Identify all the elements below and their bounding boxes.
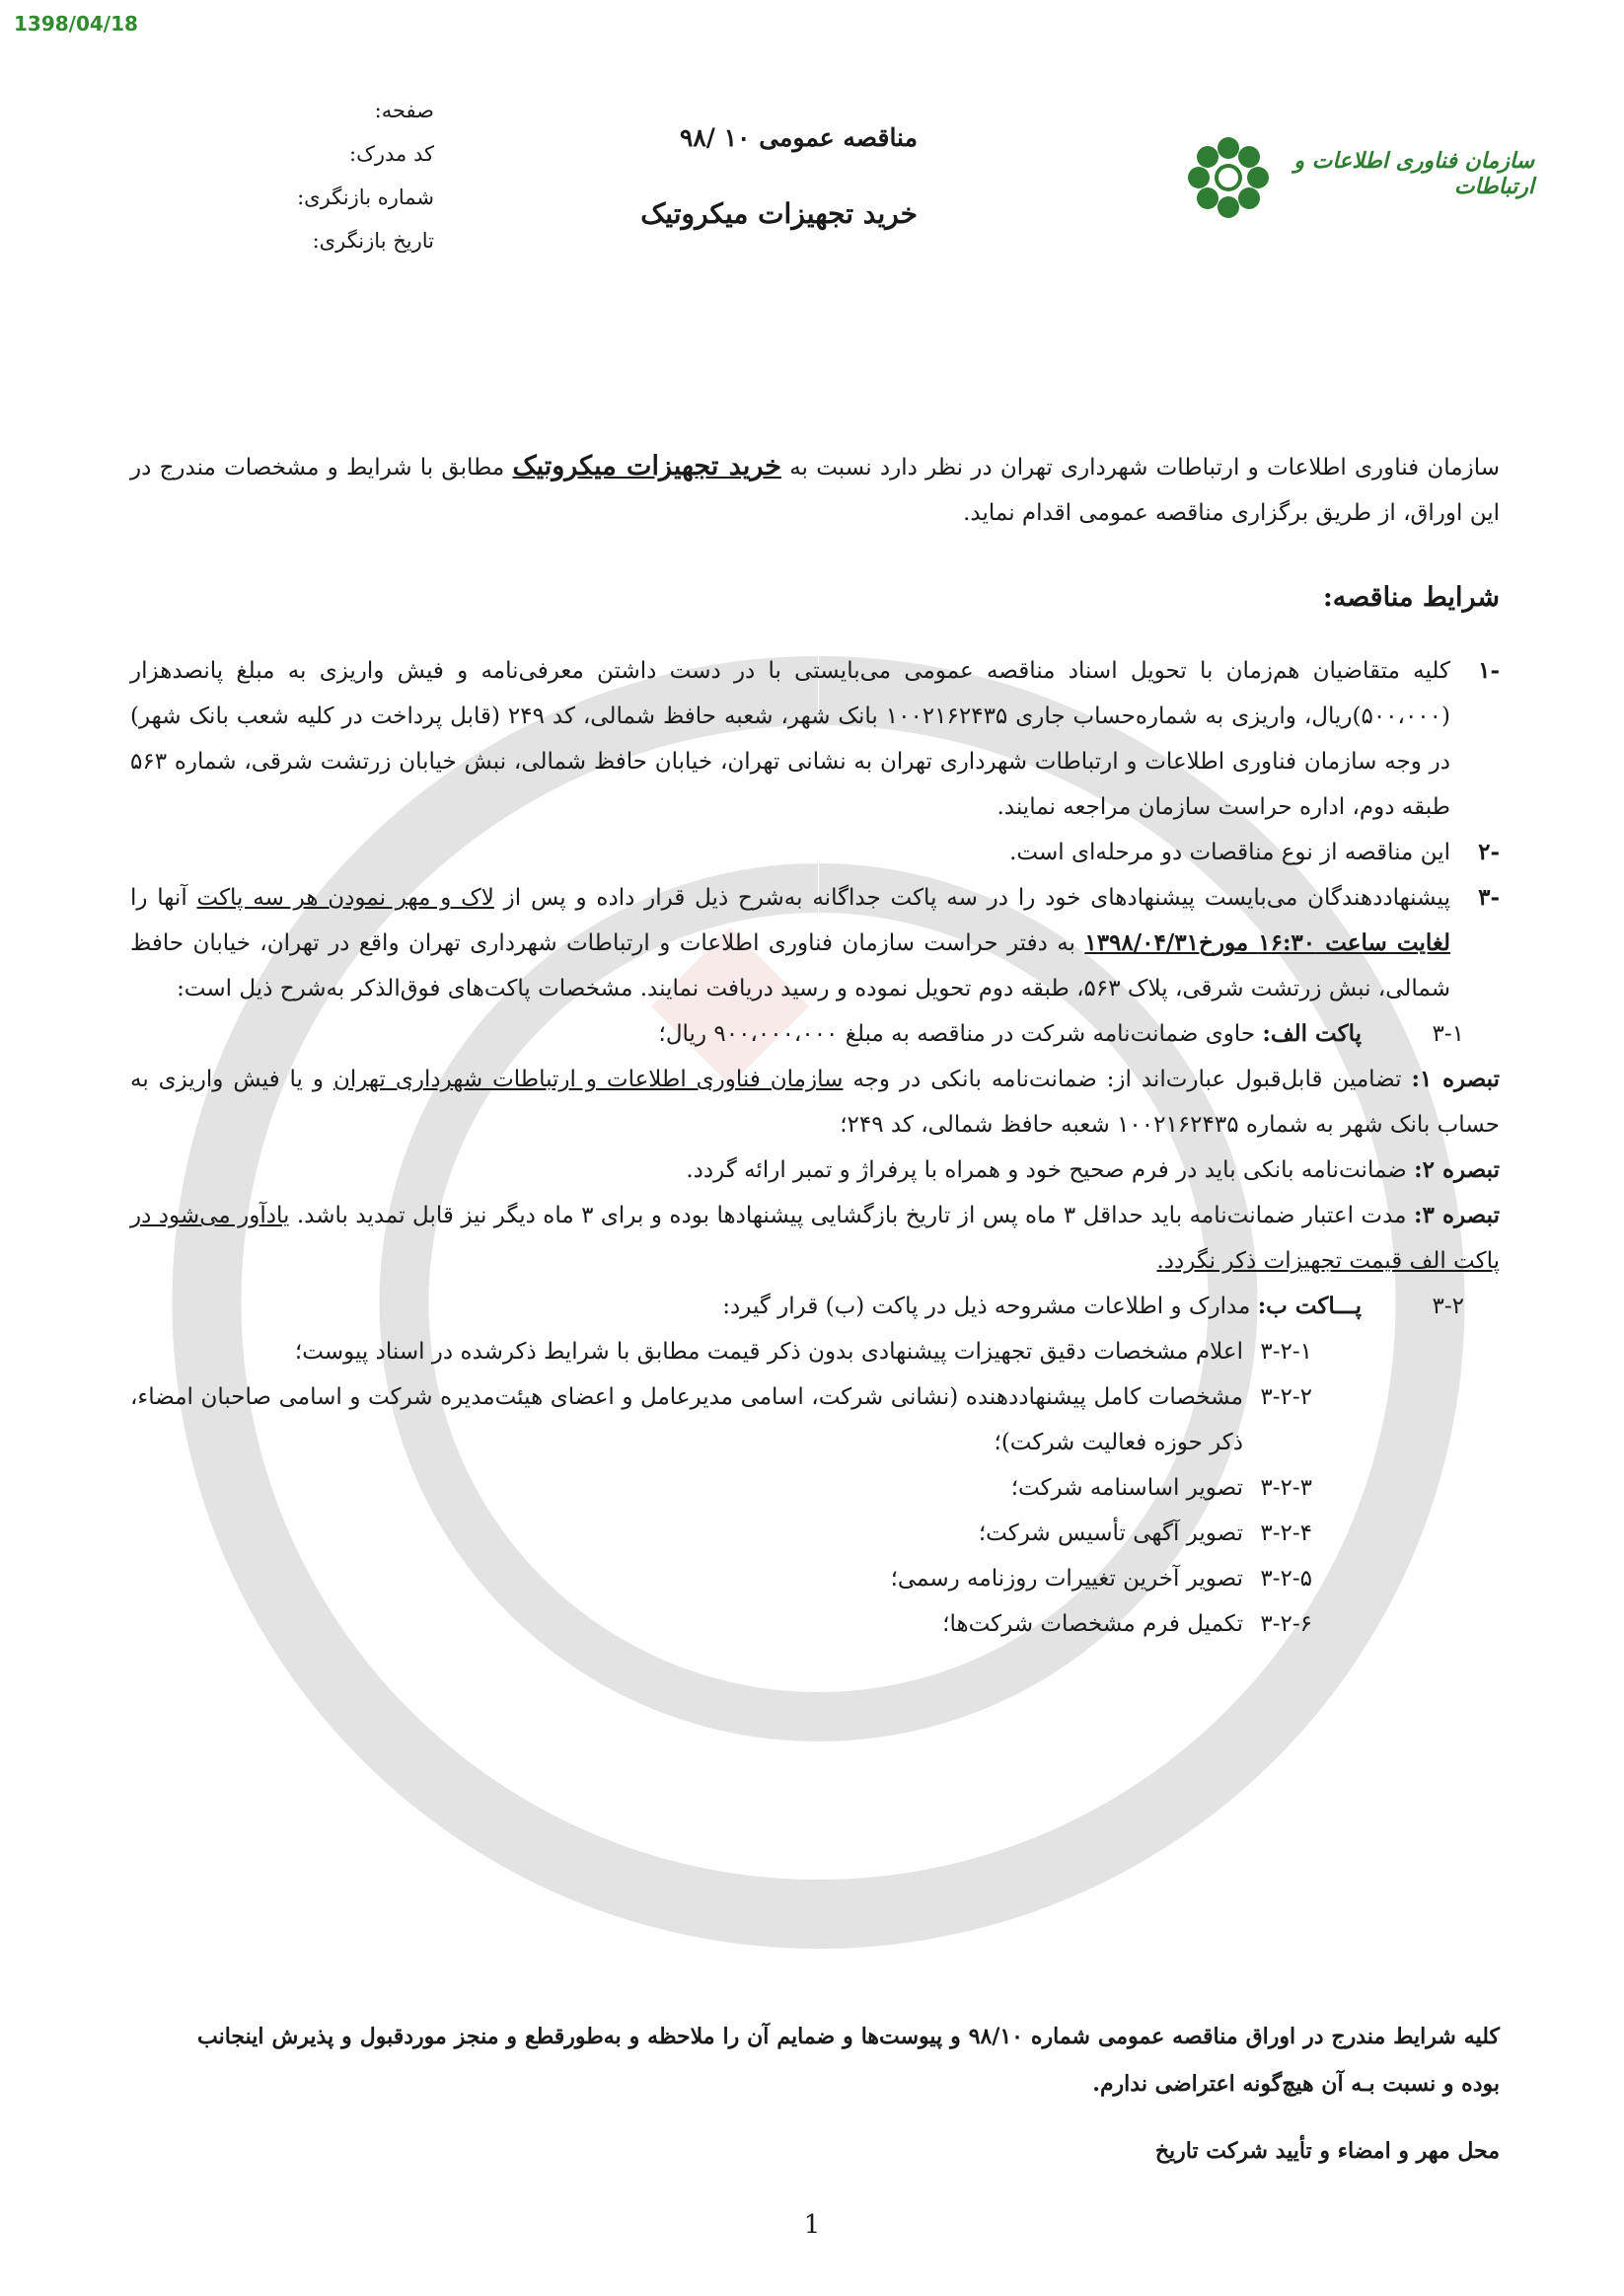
signature-line: محل مهر و امضاء و تأیید شرکت تاریخ [1154, 2138, 1500, 2164]
meta-doc-code: کد مدرک: [349, 142, 434, 166]
item-number: -۱ [1478, 657, 1500, 684]
conditions-title: شرایط مناقصه: [1322, 582, 1500, 613]
meta-revision-no: شماره بازنگری: [297, 185, 434, 209]
document-meta [276, 89, 434, 262]
item-number: ۳-۲ [1432, 1294, 1464, 1319]
item-number: -۲ [1478, 839, 1500, 865]
document-body [130, 444, 1500, 1647]
list-item: ۳-۲-۳ تصویر اساسنامه شرکت؛ [1010, 1475, 1312, 1501]
tender-title: خرید تجهیزات میکروتیک [640, 197, 918, 230]
list-item: ۳-۲-۱ اعلام مشخصات دقیق تجهیزات پیشنهادی بدون ذکر قیمت مطابق با شرایط ذکرشده در اسناد پیوست؛ [294, 1339, 1312, 1365]
statement-text: کلیه شرایط مندرج در اوراق مناقصه عمومی شماره ۹۸/۱۰ و پیوست‌ها و ضمایم آن را ملاحظه و به‌طورقطع و منجز موردقبول و پذیرش اینجانب بوده و نسبت بـه آن هیچ‌گونه اعتراضی ندارم. [197, 2024, 1500, 2097]
acceptance-statement [197, 2013, 1500, 2175]
item-number: -۳ [1478, 884, 1500, 911]
envelope-b: ۳-۲ پـــاکت ب: مدارک و اطلاعات مشروحه ذیل در پاکت (ب) قرار گیرد: [130, 1284, 1500, 1329]
intro-paragraph: سازمان فناوری اطلاعات و ارتباطات شهرداری تهران در نظر دارد نسبت به خرید تجهیزات میکروتیک مطابق با شرایط و مشخصات مندرج در این اوراق، از طریق برگزاری مناقصه عمومی اقدام نماید. [130, 451, 1501, 526]
deadline: لغایت ساعت ۱۶:۳۰ مورخ۱۳۹۸/۰۴/۳۱ [1084, 929, 1450, 956]
condition-item-1: -۱ کلیه متقاضیان هم‌زمان با تحویل اسناد مناقصه عمومی می‌بایستی با در دست داشتن معرفی‌نامه و فیش واریزی به مبلغ پانصدهزار (۵۰۰،۰۰۰)ریال، واریزی به شماره‌حساب جاری ۱۰۰۲۱۶۲۴۳۵ بانک شهر، شعبه حافظ شمالی، کد ۲۴۹ (قابل پرداخت در کلیه شعب بانک شهر) در وجه سازمان فناوری اطلاعات و ارتباطات شهرداری تهران به نشانی تهران، خیابان حافظ شمالی، نبش خیابان زرتشت شرقی، شماره ۵۶۳ طبقه دوم، اداره حراست سازمان مراجعه نمایند. [130, 648, 1500, 830]
stamp-date: 1398/04/18 [14, 12, 138, 36]
document-header [0, 0, 1624, 296]
note-3: تبصره ۳: مدت اعتبار ضمانت‌نامه باید حداقل ۳ ماه پس از تاریخ بازگشایی پیشنهادها بوده و برای ۳ ماه دیگر نیز قابل تمدید باشد. یادآور می‌شود در پاکت الف قیمت تجهیزات ذکر نگردد. [130, 1202, 1500, 1274]
page-number: 1 [803, 2210, 821, 2240]
list-item: ۳-۲-۴ تصویر آگهی تأسیس شرکت؛ [978, 1520, 1312, 1546]
list-item: ۳-۲-۶ تکمیل فرم مشخصات شرکت‌ها؛ [942, 1611, 1312, 1637]
note-1: تبصره ۱: تضامین قابل‌قبول عبارت‌اند از: ضمانت‌نامه بانکی در وجه سازمان فناوری اطلاعات و ارتباطات شهرداری تهران و یا فیش واریزی به حساب بانک شهر به شماره ۱۰۰۲۱۶۲۴۳۵ شعبه حافظ شمالی، کد ۲۴۹؛ [130, 1066, 1500, 1138]
organization-name: سازمان فناوری اطلاعات و ارتباطات [1293, 148, 1534, 199]
tender-number: مناقصه عمومی ۱۰ /۹۸ [679, 123, 918, 152]
meta-revision-date: تاریخ بازنگری: [312, 229, 434, 253]
condition-item-2: -۲ این مناقصه از نوع مناقصات دو مرحله‌ای است. [130, 830, 1500, 875]
list-item: ۳-۲-۵ تصویر آخرین تغییرات روزنامه رسمی؛ [890, 1566, 1312, 1592]
note-2: تبصره ۲: ضمانت‌نامه بانکی باید در فرم صحیح خود و همراه با پرفراژ و تمبر ارائه گردد. [686, 1156, 1500, 1183]
envelope-a: ۳-۱ پاکت الف: حاوی ضمانت‌نامه شرکت در مناقصه به مبلغ ۹۰۰،۰۰۰،۰۰۰ ریال؛ [130, 1011, 1500, 1057]
condition-item-3: -۳ پیشنهاددهندگان می‌بایست پیشنهادهای خود را در سه پاکت جداگانه به‌شرح ذیل قرار داده و پس از لاک و مهر نمودن هر سه پاکت آنها را لغایت ساعت ۱۶:۳۰ مورخ۱۳۹۸/۰۴/۳۱ به دفتر حراست سازمان فناوری اطلاعات و ارتباطات شهرداری تهران واقع در تهران، خیابان حافظ شمالی، نبش زرتشت شرقی، پلاک ۵۶۳، طبقه دوم تحویل نموده و رسید دریافت نمایند. مشخصات پاکت‌های فوق‌الذکر به‌شرح ذیل است: [130, 875, 1500, 1011]
intro-highlight: خرید تجهیزات میکروتیک [512, 451, 781, 481]
item-number: ۳-۱ [1432, 1021, 1464, 1047]
list-item: ۳-۲-۲ مشخصات کامل پیشنهاددهنده (نشانی شرکت، اسامی مدیرعامل و اعضای هیئت‌مدیره شرکت و اسامی صاحبان امضاء، ذکر حوزه فعالیت شرکت)؛ [130, 1384, 1312, 1455]
meta-page: صفحه: [374, 99, 434, 122]
